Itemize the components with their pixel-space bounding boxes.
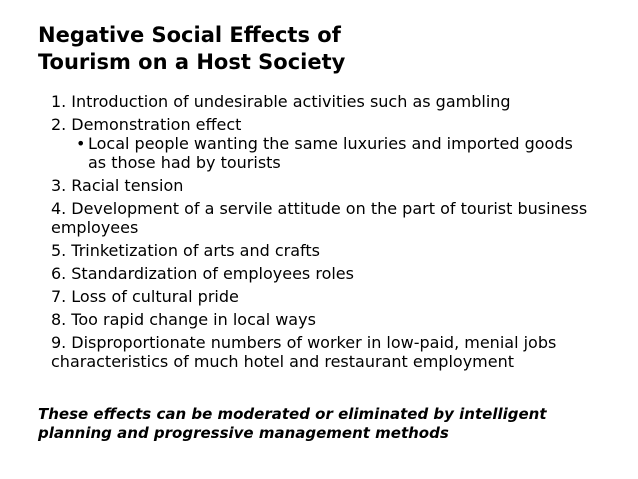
slide-title [38, 22, 598, 76]
item-text: Development of a servile attitude on the part of tourist business employees [51, 199, 588, 237]
item-number: 7. [51, 287, 67, 306]
list-item [51, 92, 591, 111]
list-item [51, 287, 591, 306]
footnote [38, 405, 618, 443]
item-number: 5. [51, 241, 67, 260]
item-text: Introduction of undesirable activities such as gambling [71, 92, 511, 111]
item-text: Trinketization of arts and crafts [71, 241, 320, 260]
footnote-line-2: planning and progressive management methods [38, 424, 449, 442]
list-item [51, 264, 591, 283]
item-number: 3. [51, 176, 67, 195]
item-text: Standardization of employees roles [71, 264, 354, 283]
item-text: Disproportionate numbers of worker in low-paid, menial jobs characteristics of much hotel and restaurant employment [51, 333, 557, 371]
list-item [51, 310, 591, 329]
item-text: Racial tension [71, 176, 184, 195]
list-item [51, 199, 591, 237]
item-number: 1. [51, 92, 67, 111]
sub-list [51, 134, 591, 172]
list-item [51, 115, 591, 172]
item-text: Demonstration effect [71, 115, 242, 134]
bullet-icon: • [76, 134, 86, 153]
item-number: 2. [51, 115, 67, 134]
item-text: Loss of cultural pride [71, 287, 239, 306]
item-number: 9. [51, 333, 67, 352]
sub-item-text: Local people wanting the same luxuries and imported goods as those had by tourists [88, 134, 573, 172]
item-number: 6. [51, 264, 67, 283]
sub-list-item [76, 134, 591, 172]
item-number: 4. [51, 199, 67, 218]
footnote-line-1: These effects can be moderated or eliminated by intelligent [38, 405, 547, 423]
slide-title-line-2: Tourism on a Host Society [38, 50, 346, 74]
effects-list [51, 92, 591, 375]
list-item [51, 241, 591, 260]
list-item [51, 176, 591, 195]
slide-title-line-1: Negative Social Effects of [38, 23, 341, 47]
list-item [51, 333, 591, 371]
item-text: Too rapid change in local ways [71, 310, 316, 329]
item-number: 8. [51, 310, 67, 329]
